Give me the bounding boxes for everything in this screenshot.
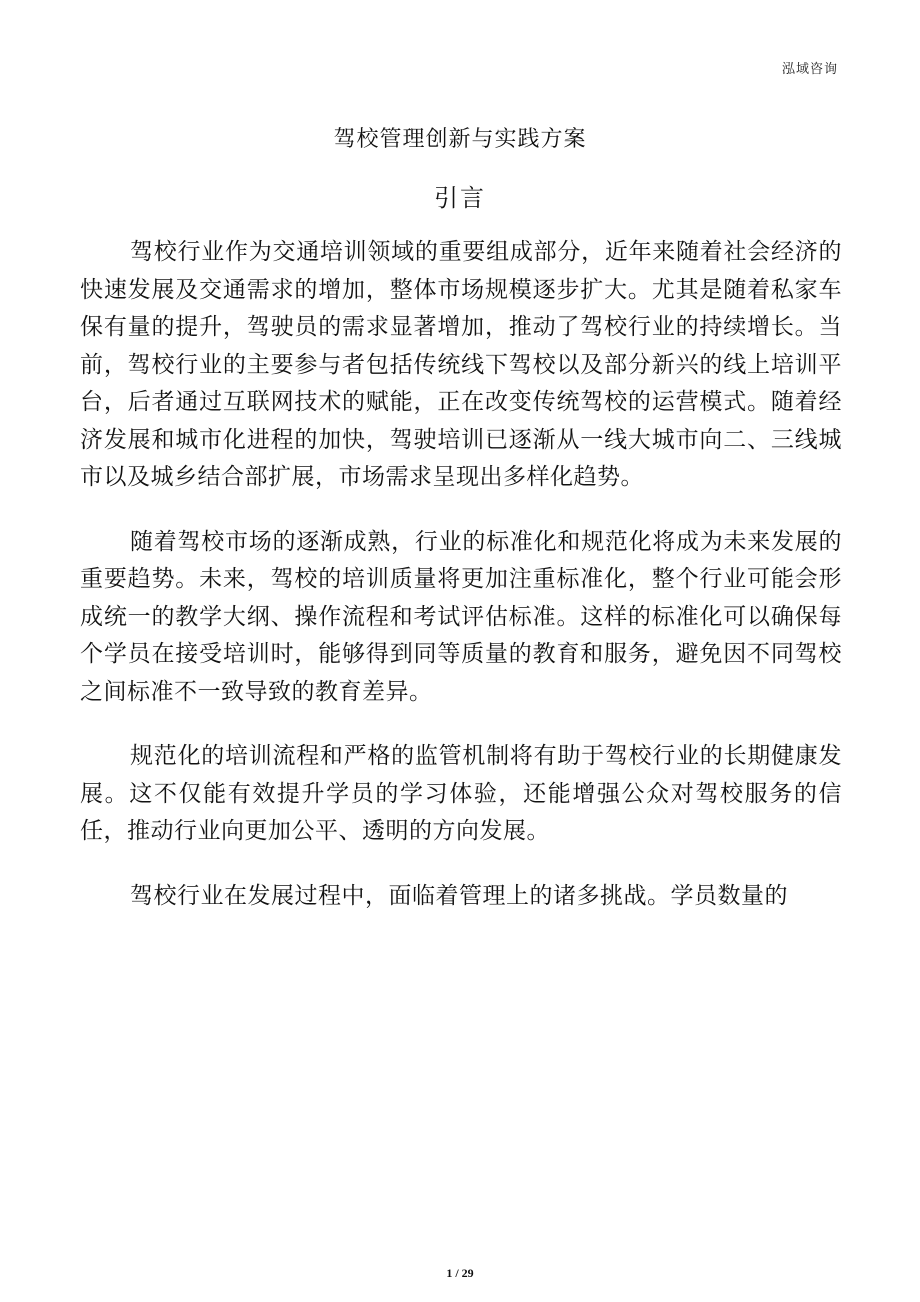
header-brand: 泓域咨询 <box>781 62 838 77</box>
paragraph: 驾校行业在发展过程中，面临着管理上的诸多挑战。学员数量的 <box>130 882 788 909</box>
paragraph: 随着驾校市场的逐渐成熟，行业的标准化和规范化将成为未来发展的重要趋势。未来，驾校的培训质量将更加注重标准化，整个行业可能会形成统一的教学大纲、操作流程和考试评估标准。这样的标准化可以确保每个学员在接受培训时，能够得到同等质量的教育和服务，避免因不同驾校之间标准不一致导致的教育差异。 <box>80 528 842 705</box>
document-title: 驾校管理创新与实践方案 <box>333 127 587 152</box>
section-heading: 引言 <box>434 184 486 212</box>
paragraph: 规范化的培训流程和严格的监管机制将有助于驾校行业的长期健康发展。这不仅能有效提升学员的学习体验，还能增强公众对驾校服务的信任，推动行业向更加公平、透明的方向发展。 <box>80 743 842 844</box>
document-body <box>80 234 842 942</box>
page-number: 1 / 29 <box>446 1266 474 1280</box>
paragraph: 驾校行业作为交通培训领域的重要组成部分，近年来随着社会经济的快速发展及交通需求的增加，整体市场规模逐步扩大。尤其是随着私家车保有量的提升，驾驶员的需求显著增加，推动了驾校行业的持续增长。当前，驾校行业的主要参与者包括传统线下驾校以及部分新兴的线上培训平台，后者通过互联网技术的赋能，正在改变传统驾校的运营模式。随着经济发展和城市化进程的加快，驾驶培训已逐渐从一线大城市向二、三线城市以及城乡结合部扩展，市场需求呈现出多样化趋势。 <box>80 239 842 490</box>
